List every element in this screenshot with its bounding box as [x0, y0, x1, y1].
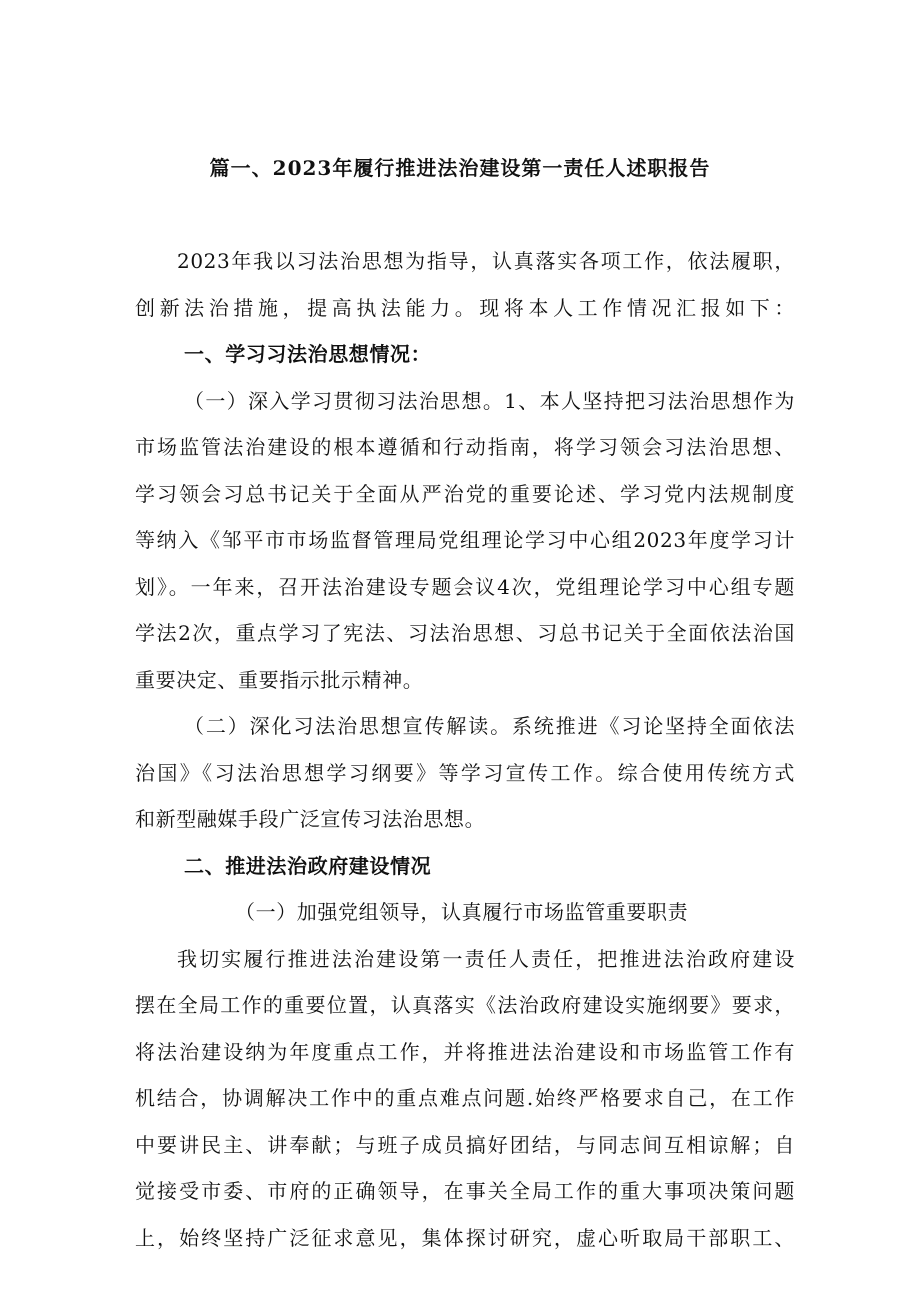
paragraph-line: （一）深入学习贯彻习法治思想。1、本人坚持把习法治思想作为 — [184, 388, 795, 413]
section-heading: 一、学习习法治思想情况： — [184, 342, 432, 366]
paragraph-line: 学法2次，重点学习了宪法、习法治思想、习总书记关于全面依法治国 — [135, 621, 795, 645]
paragraph-line: 我切实履行推进法治建设第一责任人责任，把推进法治政府建设 — [177, 946, 795, 971]
paragraph-line: 觉接受市委、市府的正确领导，在事关全局工作的重大事项决策问题 — [135, 1179, 795, 1203]
paragraph-line: 将法治建设纳为年度重点工作，并将推进法治建设和市场监管工作有 — [135, 1039, 795, 1064]
document-title: 篇一、2023年履行推进法治建设第一责任人述职报告 — [209, 156, 711, 180]
subsection-heading: （一）加强党组领导，认真履行市场监管重要职责 — [235, 900, 689, 924]
paragraph-line: 创新法治措施，提高执法能力。现将本人工作情况汇报如下： — [135, 295, 795, 320]
paragraph-line: 划》。一年来，召开法治建设专题会议4次，党组理论学习中心组专题 — [135, 574, 795, 599]
paragraph-line: 上，始终坚持广泛征求意见，集体探讨研究，虚心听取局干部职工、 — [135, 1225, 795, 1250]
paragraph-line: 等纳入《邹平市市场监督管理局党组理论学习中心组2023年度学习计 — [135, 528, 795, 552]
paragraph-line: （二）深化习法治思想宣传解读。系统推进《习论坚持全面依法 — [184, 714, 795, 738]
paragraph-line: 摆在全局工作的重要位置，认真落实《法治政府建设实施纲要》要求， — [135, 993, 795, 1017]
paragraph-line: 重要决定、重要指示批示精神。 — [135, 667, 424, 692]
paragraph-line: 2023年我以习法治思想为指导，认真落实各项工作，依法履职， — [177, 249, 795, 273]
paragraph-line: 机结合，协调解决工作中的重点难点问题.始终严格要求自己，在工作 — [135, 1086, 795, 1110]
section-heading: 二、推进法治政府建设情况 — [184, 853, 432, 878]
paragraph-line: 中要讲民主、讲奉献；与班子成员搞好团结，与同志间互相谅解；自 — [135, 1132, 795, 1157]
document-body — [135, 243, 795, 1266]
paragraph-line: 学习领会习总书记关于全面从严治党的重要论述、学习党内法规制度 — [135, 481, 795, 506]
paragraph-line: 治国》《习法治思想学习纲要》等学习宣传工作。综合使用传统方式 — [135, 760, 795, 785]
paragraph-line: 和新型融媒手段广泛宣传习法治思想。 — [135, 807, 486, 831]
paragraph-line: 市场监管法治建设的根本遵循和行动指南，将学习领会习法治思想、 — [135, 435, 795, 459]
